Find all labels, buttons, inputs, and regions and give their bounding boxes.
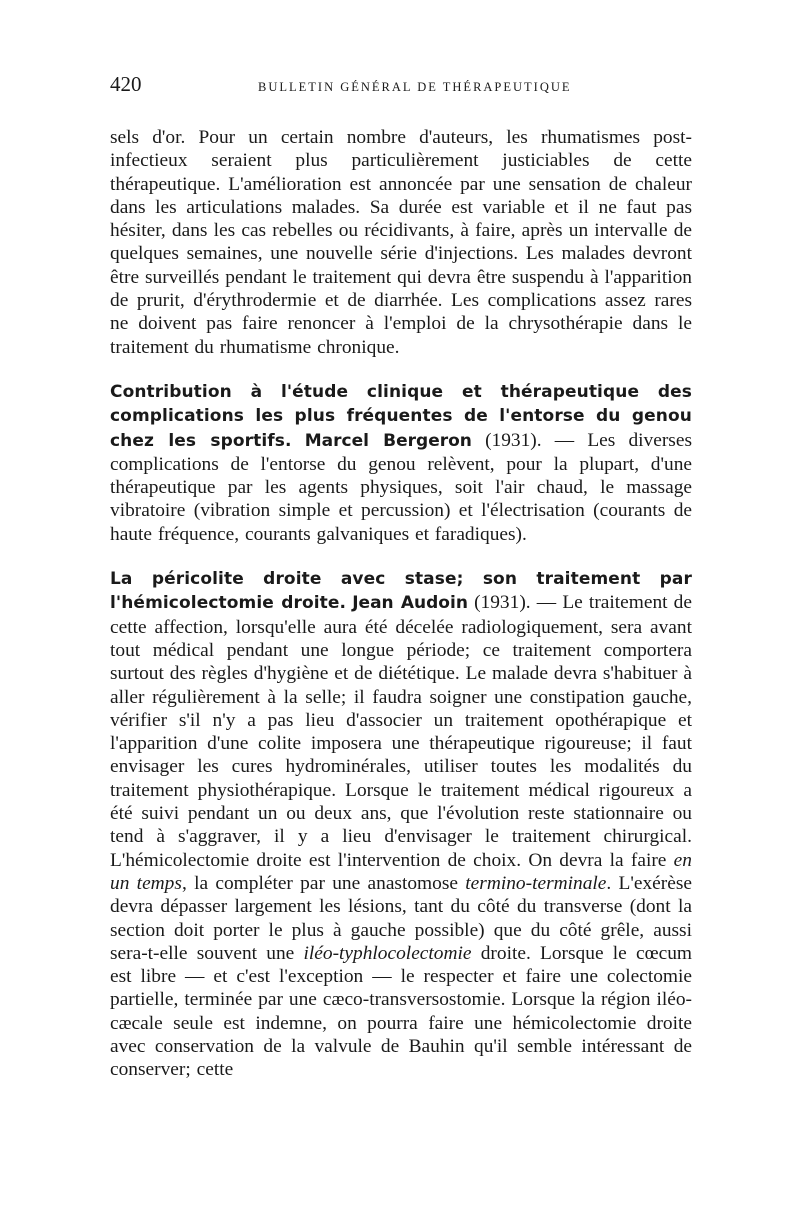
article-dash: —: [536, 592, 557, 614]
article-author: Marcel Bergeron: [304, 430, 472, 451]
article-dash: —: [554, 429, 575, 451]
article-italic-3: iléo-typhlocolectomie: [303, 942, 472, 964]
page-header: [110, 70, 692, 104]
article-body-part-2: , la compléter par une anastomose: [181, 872, 458, 894]
intro-paragraph: sels d'or. Pour un certain nombre d'auteurs, les rhumatismes post-infectieux seraient plus particulièrement justiciables de cette thérapeutique. L'amélioration est annoncée par une sensation de chaleur dans les articulations malades. Sa durée est variable et il ne faut pas hésiter, dans les cas rebelles ou récidivants, à faire, après un intervalle de quelques semaines, une nouvelle série d'injections. Les malades devront être surveillés pendant le traitement qui devra être suspendu à l'apparition de prurit, d'érythrodermie et de diarrhée. Les complications assez rares ne doivent pas faire renoncer à l'emploi de la chrysothérapie dans le traitement du rhumatisme chronique.: [110, 127, 692, 358]
article-body-part-3: . L'exérèse devra dépasser largement les lésions, tant du côté du transverse (dont la section doit porter le plus à gauche possible) que du côté grêle, aussi sera-t-elle souvent une: [110, 872, 692, 964]
article-title: La péricolite droite avec stase; son traitement par l'hémicolectomie droite.: [110, 569, 692, 614]
page-number: 420: [110, 72, 142, 96]
article-italic-1: en un temps: [110, 849, 692, 894]
article-title: Contribution à l'étude clinique et thérapeutique des complications les plus fréquentes de l'entorse du genou chez les sportifs.: [110, 381, 692, 451]
article-body-part-1: Le traitement de cette affection, lorsqu'elle aura été décelée radiologiquement, sera avant tout médical pendant une longue période; ce traitement comportera surtout des règles d'hygiène et de diététique. Le malade devra s'habituer à aller régulièrement à la selle; il faudra soigner une constipation gauche, vérifier s'il n'y a pas lieu d'associer un traitement opothérapique et l'apparition d'une colite imposera une thérapeutique rigoureuse; il faut envisager les cures hydrominérales, utiliser toutes les modalités du traitement physiothérapique. Lorsque le traitement médical rigoureux a été suivi pendant un ou deux ans, que l'évolution reste stationnaire ou tend à s'aggraver, il y a lieu d'envisager le traitement chirurgical. L'hémicolectomie droite est l'intervention de choix. On devra la faire: [110, 592, 692, 871]
article-body-part-4: droite. Lorsque le cœcum est libre — et c'est l'exception — le respecter et faire une colectomie partielle, terminée par une cæco-transversostomie. Lorsque la région iléo-cæcale seule est indemne, on pourra faire une hémicolectomie droite avec conservation de la valvule de Bauhin qu'il semble intéressant de conserver; cette: [110, 942, 692, 1081]
document-page: [110, 70, 692, 1082]
article-audoin: [110, 567, 692, 1082]
article-year: (1931).: [485, 429, 542, 451]
running-head: BULLETIN GÉNÉRAL DE THÉRAPEUTIQUE: [258, 80, 572, 94]
article-year: (1931).: [474, 592, 531, 614]
article-body: Les diverses complications de l'entorse du genou relèvent, pour la plupart, d'une thérapeutique par les agents physiques, soit l'air chaud, le massage vibratoire (vibration simple et percussion) et l'électrisation (courants de haute fréquence, courants galvaniques et faradiques).: [110, 429, 692, 545]
article-author: Jean Audoin: [352, 593, 468, 614]
article-bergeron: [110, 380, 692, 546]
article-italic-2: termino-terminale: [465, 872, 607, 894]
